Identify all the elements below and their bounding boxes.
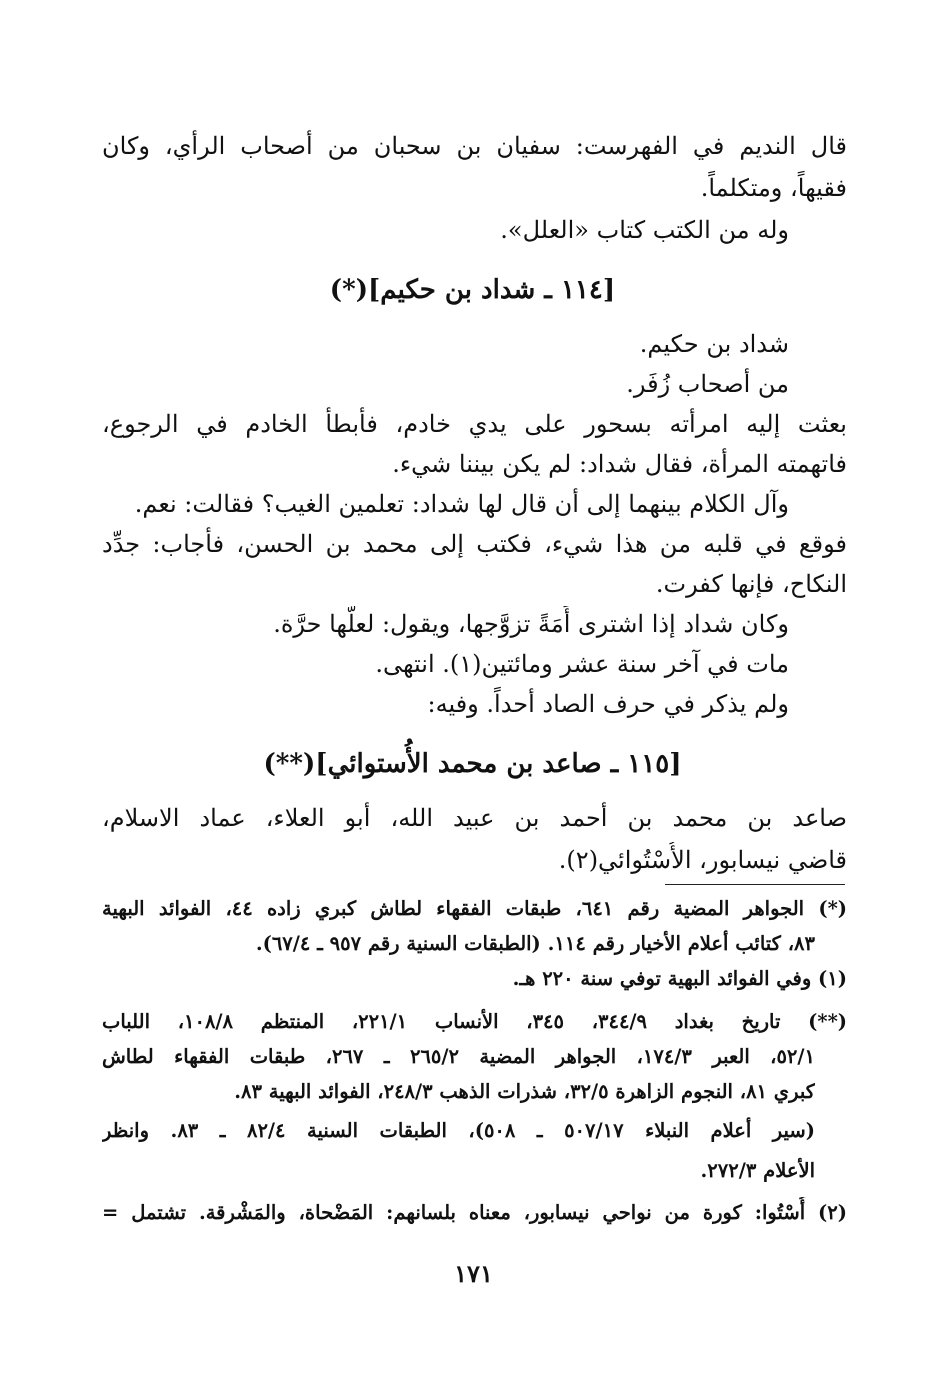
footnote-line: (سير أعلام النبلاء ٥٠٧/١٧ ـ ٥٠٨)، الطبقات السنية ٨٢/٤ ـ ٨٣. وانظر xyxy=(102,1119,815,1142)
body-line: ولم يذكر في حرف الصاد أحداً. وفيه: xyxy=(427,690,789,718)
body-line: وآل الكلام بينهما إلى أن قال لها شداد: تعلمين الغيب؟ فقالت: نعم. xyxy=(134,490,789,518)
body-line: فاتهمته المرأة، فقال شداد: لم يكن بيننا شيء. xyxy=(392,450,847,478)
body-line: وكان شداد إذا اشترى أَمَةً تزوَّجها، ويقول: لعلَّها حرَّة. xyxy=(273,610,789,638)
page-number: ١٧١ xyxy=(454,1259,493,1288)
footnote-line: الأعلام ٢٧٢/٣. xyxy=(700,1159,815,1182)
body-line: شداد بن حكيم. xyxy=(639,330,789,358)
body-line: مات في آخر سنة عشر ومائتين(١). انتهى. xyxy=(375,650,789,678)
body-line: قاضي نيسابور، الأُسْتُوائي(٢). xyxy=(558,846,847,874)
footnote-line: ٨٣، كتائب أعلام الأخيار رقم ١١٤. (الطبقات السنية رقم ٩٥٧ ـ ٦٧/٤). xyxy=(255,932,815,955)
body-line: من أصحاب زُفَر. xyxy=(626,370,789,398)
entry-heading: [١١٤ ـ شداد بن حكيم](*) xyxy=(329,275,616,305)
body-line: صاعد بن محمد بن أحمد بن عبيد الله، أبو العلاء، عماد الاسلام، xyxy=(102,804,847,832)
footnote-line: (٢) أُسْتُوا: كورة من نواحي نيسابور، معناه بلسانهم: المَضْحاة، والمَشْرقة. تشتمل = xyxy=(102,1201,847,1224)
footnote-line: (**) تاريخ بغداد ٣٤٤/٩، ٣٤٥، الأنساب ٢٢١/١، المنتظم ١٠٨/٨، اللباب xyxy=(102,1010,847,1033)
body-line: فوقع في قلبه من هذا شيء، فكتب إلى محمد بن الحسن، فأجاب: جدِّد xyxy=(102,530,847,558)
body-line: وله من الكتب كتاب «العلل». xyxy=(500,216,789,244)
footnote-line: (*) الجواهر المضية رقم ٦٤١، طبقات الفقهاء لطاش كبري زاده ٤٤، الفوائد البهية xyxy=(102,897,847,920)
body-line: النكاح، فإنها كفرت. xyxy=(655,570,847,598)
body-line: قال النديم في الفهرست: سفيان بن سحبان من أصحاب الرأي، وكان xyxy=(102,132,847,160)
footnote-line: ٥٢/١، العبر ١٧٤/٣، الجواهر المضية ٢٦٥/٢ ـ ٢٦٧، طبقات الفقهاء لطاش xyxy=(102,1045,815,1068)
footnote-line: (١) وفي الفوائد البهية توفي سنة ٢٢٠ هـ. xyxy=(512,967,847,990)
entry-heading: [١١٥ ـ صاعد بن محمد الأُستوائي](**) xyxy=(263,749,682,779)
body-line: بعثت إليه امرأته بسحور على يدي خادم، فأبطأ الخادم في الرجوع، xyxy=(102,410,847,438)
footnote-line: كبري ٨١، النجوم الزاهرة ٣٢/٥، شذرات الذهب ٢٤٨/٣، الفوائد البهية ٨٣. xyxy=(234,1080,815,1103)
body-line: فقيهاً، ومتكلماً. xyxy=(700,174,847,202)
